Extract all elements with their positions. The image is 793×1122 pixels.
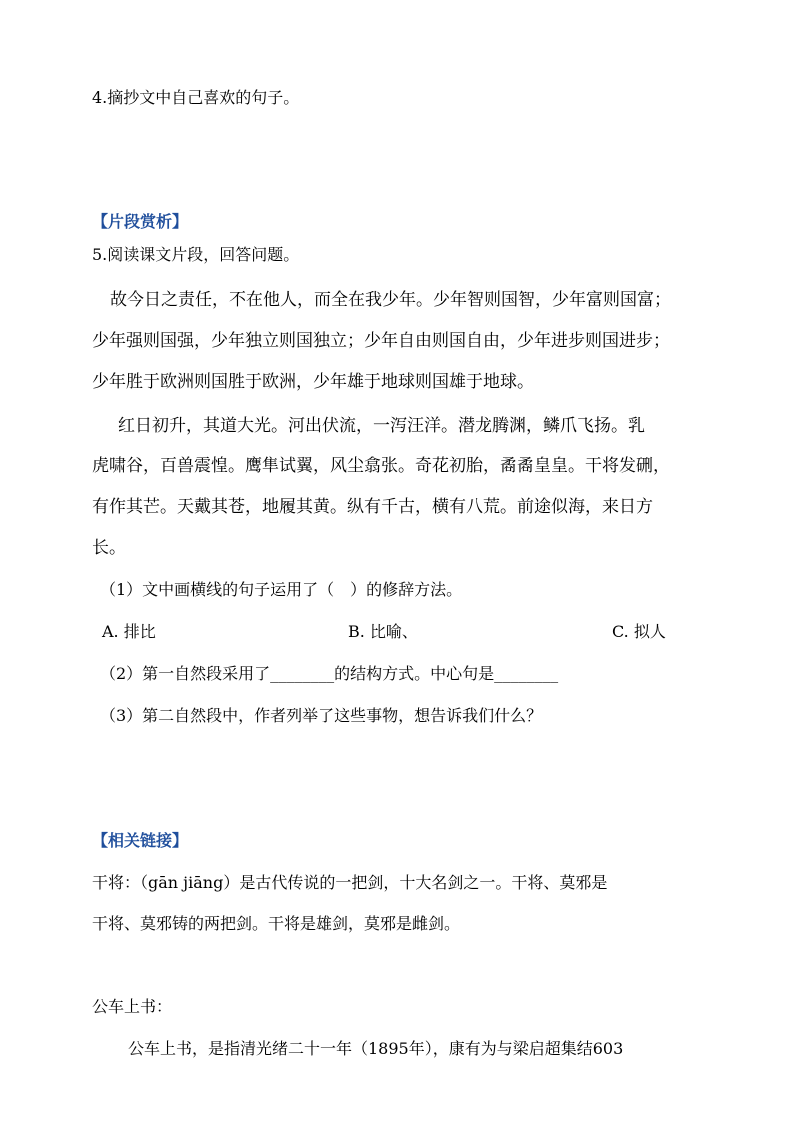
- passage-line: 少年胜于欧洲则国胜于欧洲，少年雄于地球则国雄于地球。: [92, 372, 534, 392]
- sub-question-1: （1）文中画横线的句子运用了（ ）的修辞方法。: [100, 580, 463, 599]
- ganjiang-text: 干将：（gān jiāng）是古代传说的一把剑，十大名剑之一。干将、莫邪是: [92, 873, 608, 892]
- question-5: 5.阅读课文片段，回答问题。: [92, 245, 300, 264]
- section-heading-analysis: 【片段赏析】: [92, 212, 189, 231]
- passage-line: 长。: [92, 538, 126, 558]
- passage-line: 故今日之责任，不在他人，而全在我少年。少年智则国智，少年富则国富；: [110, 290, 671, 310]
- passage-line: 虎啸谷，百兽震惶。鹰隼试翼，风尘翕张。奇花初胎，矞矞皇皇。干将发硎，: [92, 456, 670, 476]
- sub-question-2: （2）第一自然段采用了________的结构方式。中心句是________: [100, 664, 559, 683]
- gongche-title: 公车上书：: [92, 997, 173, 1016]
- section-heading-link: 【相关链接】: [92, 831, 189, 850]
- option-b[interactable]: B. 比喻、: [348, 622, 418, 641]
- option-c[interactable]: C. 拟人: [612, 622, 666, 641]
- sub-question-3: （3）第二自然段中，作者列举了这些事物，想告诉我们什么？: [100, 706, 543, 725]
- question-4: 4.摘抄文中自己喜欢的句子。: [92, 88, 300, 107]
- gongche-text: 公车上书，是指清光绪二十一年（1895年），康有为与梁启超集结603: [128, 1039, 624, 1058]
- passage-line: 有作其芒。天戴其苍，地履其黄。纵有千古，横有八荒。前途似海，来日方: [92, 497, 653, 517]
- passage-line: 红日初升，其道大光。河出伏流，一泻汪洋。潜龙腾渊，鳞爪飞扬。乳: [118, 416, 645, 436]
- passage-line: 少年强则国强，少年独立则国独立；少年自由则国自由，少年进步则国进步；: [92, 331, 670, 351]
- option-a[interactable]: A. 排比: [102, 622, 156, 641]
- ganjiang-text: 干将、莫邪铸的两把剑。干将是雄剑，莫邪是雌剑。: [92, 914, 461, 933]
